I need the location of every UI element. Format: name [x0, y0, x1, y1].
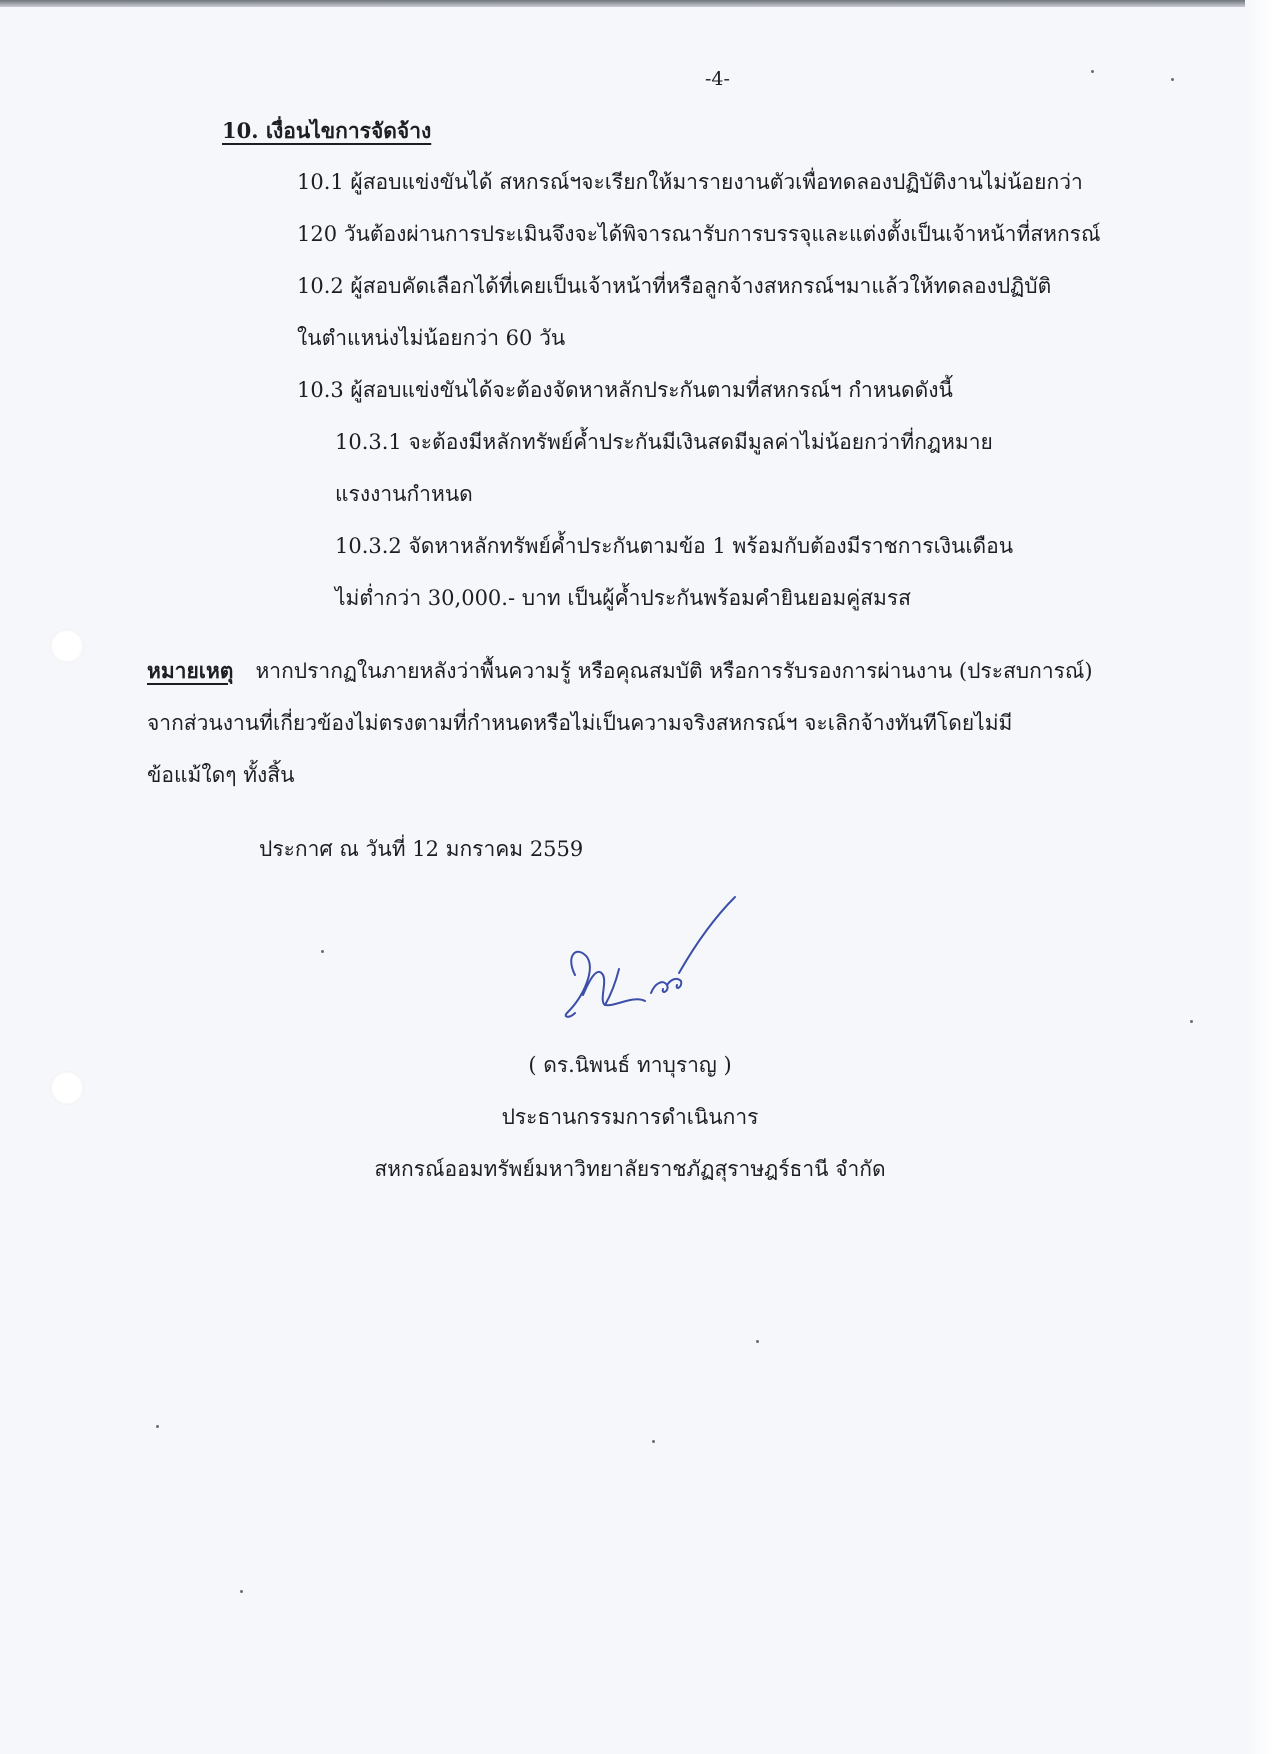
note-text-1: หากปรากฏในภายหลังว่าพื้นความรู้ หรือคุณสมบัติ หรือการรับรองการผ่านงาน (ประสบการณ์): [255, 659, 1093, 683]
clause-10-3: 10.3 ผู้สอบแข่งขันได้จะต้องจัดหาหลักประกันตามที่สหกรณ์ฯ กำหนดดังนี้: [297, 378, 953, 402]
clause-10-3-2-line-1: 10.3.2 จัดหาหลักทรัพย์ค้ำประกันตามข้อ 1 พร้อมกับต้องมีราชการเงินเดือน: [335, 534, 1014, 558]
scan-right-edge: [1245, 0, 1275, 1754]
announcement-date: ประกาศ ณ วันที่ 12 มกราคม 2559: [259, 837, 584, 861]
signatory-name: ( ดร.นิพนธ์ ทาบุราญ ): [528, 1053, 732, 1077]
signatory-organization: สหกรณ์ออมทรัพย์มหาวิทยาลัยราชภัฏสุราษฎร์ธานี จำกัด: [374, 1157, 886, 1181]
page-number: -4-: [705, 68, 730, 90]
scan-top-edge: [0, 0, 1275, 7]
note-label: หมายเหตุ: [147, 658, 234, 683]
punch-hole-top: [50, 629, 84, 663]
scan-speck: [156, 1425, 159, 1428]
scan-speck: [756, 1340, 759, 1343]
scan-speck: [1190, 1020, 1193, 1023]
clause-10-2-line-2: ในตำแหน่งไม่น้อยกว่า 60 วัน: [297, 326, 566, 350]
note-line-1: [147, 656, 1093, 686]
clause-10-3-2-line-2: ไม่ต่ำกว่า 30,000.- บาท เป็นผู้ค้ำประกันพร้อมคำยินยอมคู่สมรส: [335, 586, 911, 610]
signature-image: [555, 895, 745, 1045]
clause-10-3-1-line-1: 10.3.1 จะต้องมีหลักทรัพย์ค้ำประกันมีเงินสดมีมูลค่าไม่น้อยกว่าที่กฎหมาย: [335, 430, 993, 454]
clause-10-1-line-2: 120 วันต้องผ่านการประเมินจึงจะได้พิจารณารับการบรรจุและแต่งตั้งเป็นเจ้าหน้าที่สหกรณ์: [297, 222, 1101, 246]
scan-speck: [1091, 70, 1094, 73]
clause-10-1-line-1: 10.1 ผู้สอบแข่งขันได้ สหกรณ์ฯจะเรียกให้มารายงานตัวเพื่อทดลองปฏิบัติงานไม่น้อยกว่า: [297, 170, 1083, 194]
clause-10-3-1-line-2: แรงงานกำหนด: [335, 482, 473, 506]
section-heading: 10. เงื่อนไขการจัดจ้าง: [222, 118, 432, 143]
signatory-position: ประธานกรรมการดำเนินการ: [501, 1105, 759, 1129]
note-line-2: จากส่วนงานที่เกี่ยวข้องไม่ตรงตามที่กำหนดหรือไม่เป็นความจริงสหกรณ์ฯ จะเลิกจ้างทันทีโดยไม่มี: [147, 711, 1013, 735]
clause-10-2-line-1: 10.2 ผู้สอบคัดเลือกได้ที่เคยเป็นเจ้าหน้าที่หรือลูกจ้างสหกรณ์ฯมาแล้วให้ทดลองปฏิบัติ: [297, 274, 1052, 298]
scan-speck: [321, 950, 324, 953]
note-line-3: ข้อแม้ใดๆ ทั้งสิ้น: [147, 763, 295, 787]
scan-speck: [1171, 78, 1174, 81]
scan-speck: [652, 1440, 655, 1443]
scan-speck: [240, 1590, 243, 1593]
